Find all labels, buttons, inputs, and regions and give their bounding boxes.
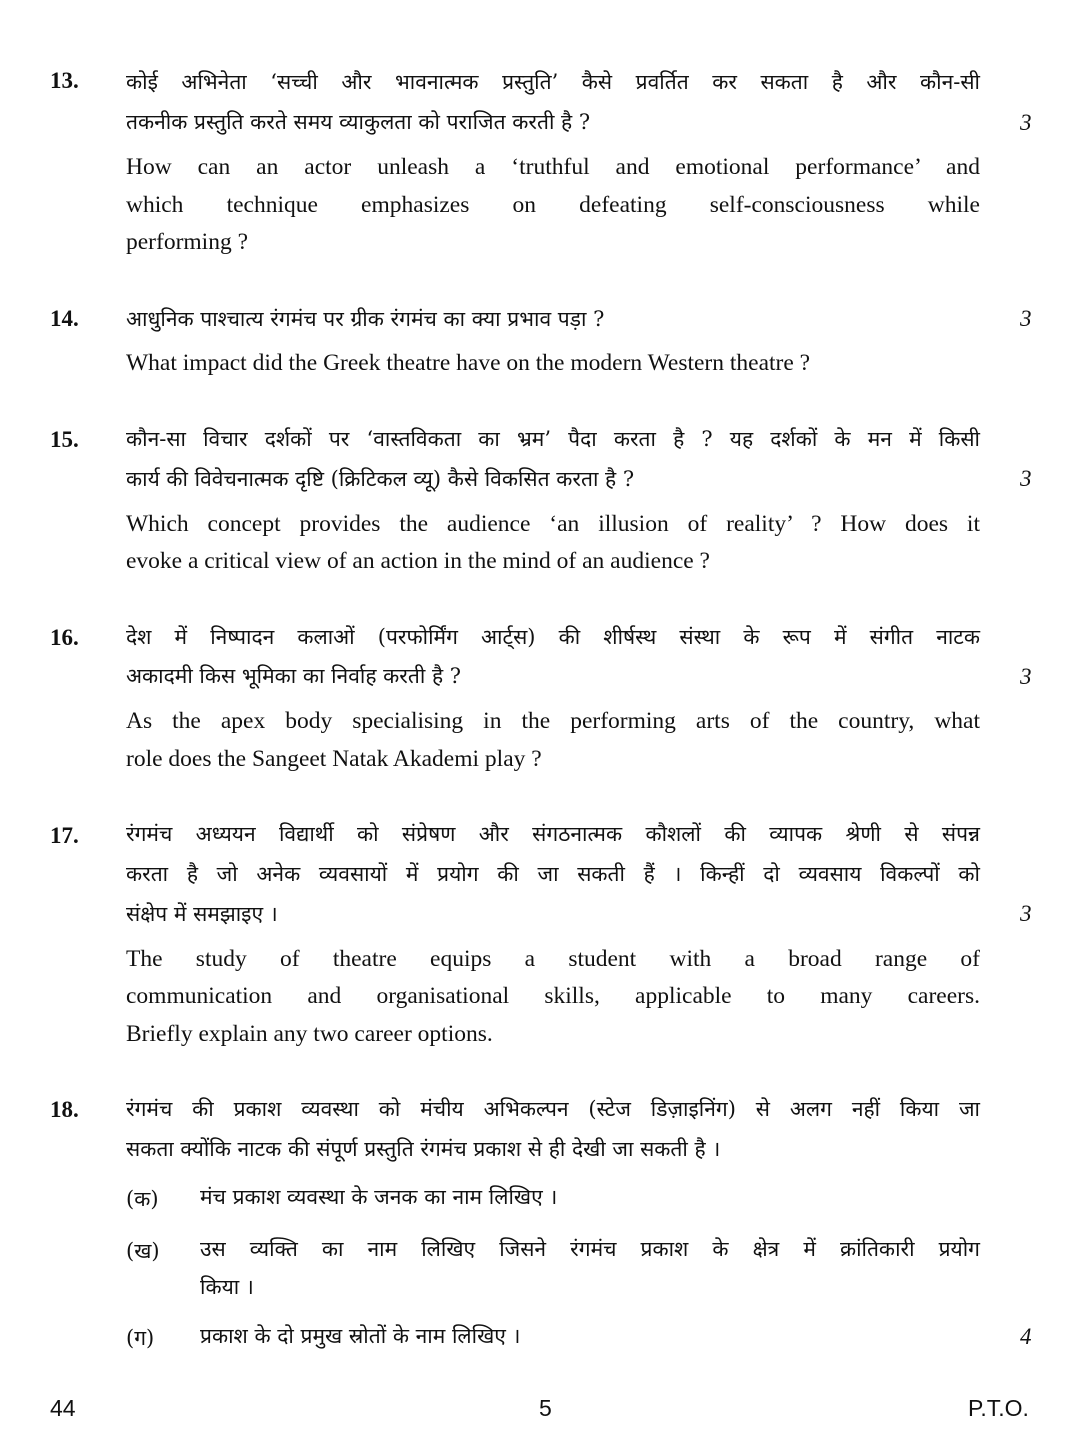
question-number: 16. [50,625,79,650]
subpart-label: (क) [126,1187,159,1211]
question-hindi-line: कोई अभिनेता ‘सच्ची और भावनात्मक प्रस्तुति’ कैसे प्रवर्तित कर सकता है और कौन-सी [126,70,980,94]
question-english-line: communication and organisational skills, applicable to many careers. [126,983,980,1009]
paper-code: 44 [50,1395,76,1421]
pto-label: P.T.O. [968,1395,1029,1421]
subpart-label: (ख) [126,1239,160,1263]
question-english-line: As the apex body specialising in the performing arts of the country, what [126,708,980,734]
question-english-line: role does the Sangeet Natak Akademi play ? [126,746,542,772]
subpart-text: किया । [200,1275,254,1299]
page-number: 5 [539,1395,552,1421]
question-english-line: Which concept provides the audience ‘an illusion of reality’ ? How does it [126,511,980,537]
question-number: 17. [50,823,79,848]
marks: 3 [1020,664,1032,689]
question-english-line: evoke a critical view of an action in the mind of an audience ? [126,548,710,574]
question-hindi-line: कार्य की विवेचनात्मक दृष्टि (क्रिटिकल व्यू) कैसे विकसित करता है ? [126,467,635,491]
subpart-text: प्रकाश के दो प्रमुख स्रोतों के नाम लिखिए । [200,1324,521,1348]
question-number: 14. [50,306,79,331]
question-hindi-line: आधुनिक पाश्चात्य रंगमंच पर ग्रीक रंगमंच का क्या प्रभाव पड़ा ? [126,307,605,331]
question-english-line: performing ? [126,229,249,255]
question-hindi-line: करता है जो अनेक व्यवसायों में प्रयोग की जा सकती हैं । किन्हीं दो व्यवसाय विकल्पों को [126,862,980,886]
question-hindi-line: सकता क्योंकि नाटक की संपूर्ण प्रस्तुति रंगमंच प्रकाश से ही देखी जा सकती है । [126,1137,721,1161]
marks: 3 [1020,110,1032,135]
question-number: 15. [50,427,79,452]
question-english-line: The study of theatre equips a student with a broad range of [126,946,980,972]
question-english-line: How can an actor unleash a ‘truthful and emotional performance’ and [126,154,980,180]
question-hindi-line: संक्षेप में समझाइए । [126,902,278,926]
question-hindi-line: अकादमी किस भूमिका का निर्वाह करती है ? [126,664,462,688]
question-english-line: which technique emphasizes on defeating self-consciousness while [126,192,980,218]
question-english-line: Briefly explain any two career options. [126,1021,493,1047]
question-hindi-line: कौन-सा विचार दर्शकों पर ‘वास्तविकता का भ्रम’ पैदा करता है ? यह दर्शकों के मन में किसी [126,427,980,451]
question-hindi-line: रंगमंच की प्रकाश व्यवस्था को मंचीय अभिकल्पन (स्टेज डिज़ाइनिंग) से अलग नहीं किया जा [126,1097,980,1121]
subpart-text: मंच प्रकाश व्यवस्था के जनक का नाम लिखिए । [200,1185,558,1209]
question-hindi-line: रंगमंच अध्ययन विद्यार्थी को संप्रेषण और संगठनात्मक कौशलों की व्यापक श्रेणी से संपन्न [126,822,980,846]
question-hindi-line: देश में निष्पादन कलाओं (परफोर्मिंग आर्ट्स) की शीर्षस्थ संस्था के रूप में संगीत नाटक [126,625,980,649]
subpart-label: (ग) [126,1326,155,1350]
question-number: 18. [50,1097,79,1122]
question-english-line: What impact did the Greek theatre have on the modern Western theatre ? [126,350,811,376]
marks: 3 [1020,901,1032,926]
marks: 3 [1020,306,1032,331]
subpart-text: उस व्यक्ति का नाम लिखिए जिसने रंगमंच प्रकाश के क्षेत्र में क्रांतिकारी प्रयोग [200,1237,980,1261]
marks: 4 [1020,1324,1032,1349]
question-number: 13. [50,68,79,93]
marks: 3 [1020,466,1032,491]
question-hindi-line: तकनीक प्रस्तुति करते समय व्याकुलता को पराजित करती है ? [126,110,591,134]
